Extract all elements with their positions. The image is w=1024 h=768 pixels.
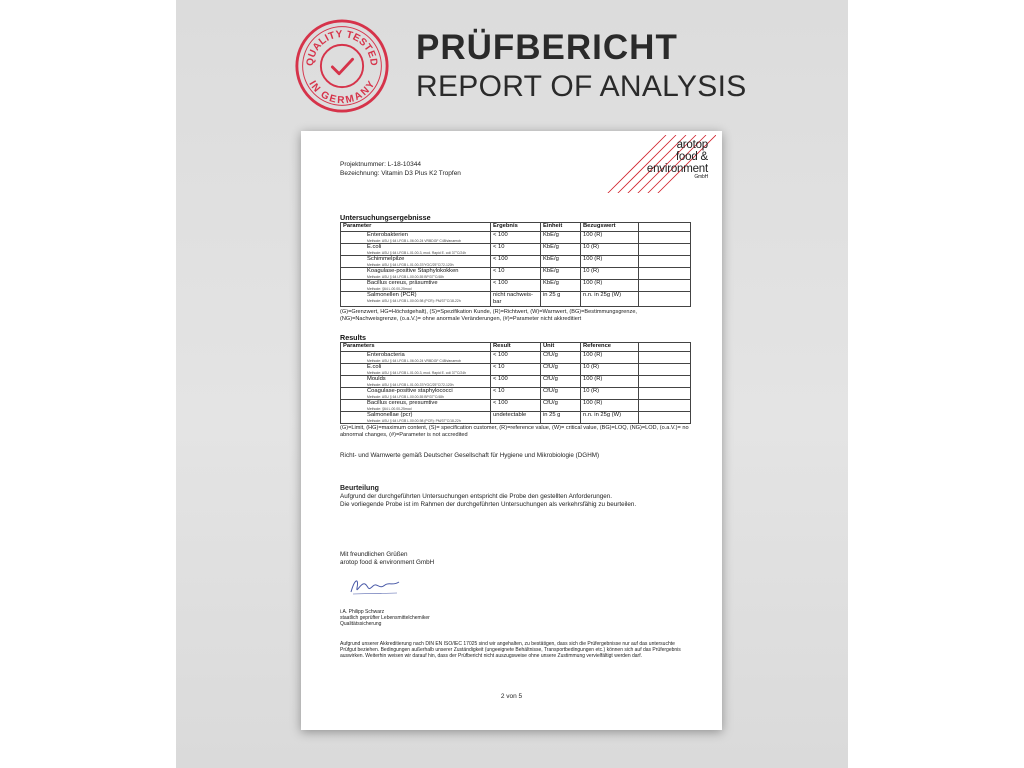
parameter-name: Enterobacteria (367, 352, 405, 358)
table-row (341, 292, 691, 307)
german-results-title: Untersuchungsergebnisse (340, 213, 431, 222)
parameter-name: Enterobakterien (367, 232, 408, 238)
table-row (341, 388, 691, 400)
cell-unit: CfU/g (541, 400, 581, 412)
cell-unit: CfU/g (541, 352, 581, 364)
cell-reference: 100 (R) (581, 400, 639, 412)
assessment-line-2: Die vorliegende Probe ist im Rahmen der durchgeführten Untersuchungen als verkehrsfähig zu beurteilen. (340, 501, 637, 508)
cell-unit: CfU/g (541, 388, 581, 400)
parameter-name: Bacillus cereus, präsumtive (367, 280, 438, 286)
logo-line-4: GmbH (694, 174, 708, 180)
table-row (341, 352, 691, 364)
cell-result: < 10 (491, 244, 541, 256)
cell-unit: CfU/g (541, 364, 581, 376)
table-row (341, 364, 691, 376)
cell-result: < 10 (491, 268, 541, 280)
parameter-name: Bacillus cereus, presumtive (367, 400, 438, 406)
logo-line-3: environment (646, 163, 708, 175)
closing-greeting: Mit freundlichen Grüßen (340, 551, 408, 558)
parameter-method: Methode: ASU § 64 LFGB L.01.00-3, mod. Rapid E. coli 37°C/24h (367, 371, 466, 375)
logo-line-2: food & (675, 151, 708, 163)
cell-parameter (341, 232, 491, 244)
col-header (639, 223, 691, 232)
cell-result: < 100 (491, 256, 541, 268)
svg-text:QUALITY TESTED: QUALITY TESTED (304, 29, 379, 67)
cell-parameter (341, 388, 491, 400)
table-row (341, 400, 691, 412)
parameter-method: Methode: ASU § 64 LFGB L.01.00-37/YGC/25°C/72-120h (367, 263, 454, 267)
cell-result: < 100 (491, 376, 541, 388)
signatory-dept: Qualitätssicherung (340, 621, 382, 627)
cell-unit: KbE/g (541, 232, 581, 244)
cell-parameter (341, 256, 491, 268)
table-row (341, 412, 691, 424)
cell-parameter (341, 400, 491, 412)
cell-empty (639, 232, 691, 244)
parameter-name: Moulds (367, 376, 386, 382)
col-header: Unit (541, 343, 581, 352)
parameter-method: Methode: §64 L.00.00-25mod (367, 287, 412, 291)
quality-tested-seal (294, 18, 390, 114)
col-header (639, 343, 691, 352)
project-info (340, 161, 461, 178)
cell-unit: KbE/g (541, 256, 581, 268)
parameter-name: E.coli (367, 364, 382, 370)
english-legend-note: (G)=Limit, (HG)=maximum content, (S)= specification customer, (R)=reference value, (W)= critical value, (BG)=LOQ, (NG)=LOD, (o.a.V.)= no abnormal changes, (#)=Parameter is not accredited (340, 425, 689, 438)
cell-empty (639, 352, 691, 364)
table-row (341, 232, 691, 244)
logo-text (647, 139, 708, 180)
cell-empty (639, 400, 691, 412)
table-row (341, 376, 691, 388)
svg-text:IN GERMANY: IN GERMANY (306, 79, 378, 107)
col-header: Reference (581, 343, 639, 352)
dghm-note: Richt- und Warnwerte gemäß Deutscher Gesellschaft für Hygiene und Mikrobiologie (DGHM) (340, 452, 600, 459)
table-row (341, 256, 691, 268)
german-results-table (340, 222, 691, 307)
table-row (341, 280, 691, 292)
cell-result: < 100 (491, 400, 541, 412)
table-header-row (341, 223, 691, 232)
cell-reference: n.n. in 25g (W) (581, 412, 639, 424)
cell-reference: 10 (R) (581, 244, 639, 256)
report-page (301, 131, 722, 730)
col-header: Bezugswert (581, 223, 639, 232)
assessment-title: Beurteilung (340, 485, 379, 492)
arotop-logo (566, 135, 716, 193)
cell-empty (639, 280, 691, 292)
cell-result: < 100 (491, 352, 541, 364)
parameter-method: Methode: ASU § 64 LFGB L.06.00-24 VRBDGF C48h/anaerob (367, 359, 461, 363)
page-number: 2 von 5 (500, 693, 523, 700)
cell-result: < 10 (491, 364, 541, 376)
parameter-name: Koagulase-positive Staphylokokken (367, 268, 459, 274)
signatory-name: i.A. Philipp Schwarz (340, 609, 385, 615)
parameter-method: Methode: ASU § 64 LFGB L.06.00-24 VRBDGF C48h/anaerob (367, 239, 461, 243)
col-header: Parameters (341, 343, 491, 352)
col-header: Result (491, 343, 541, 352)
cell-unit: KbE/g (541, 244, 581, 256)
parameter-method: Methode: §64 L.00.00-25mod (367, 407, 412, 411)
closing-company: arotop food & environment GmbH (340, 559, 435, 566)
cell-reference: 100 (R) (581, 352, 639, 364)
assessment-line-1: Aufgrund der durchgeführten Untersuchungen entspricht die Probe den gestellten Anforderungen. (340, 493, 613, 500)
cell-parameter (341, 376, 491, 388)
cell-reference: 100 (R) (581, 376, 639, 388)
cell-empty (639, 268, 691, 280)
parameter-name: Schimmelpilze (367, 256, 405, 262)
cell-unit: CfU/g (541, 376, 581, 388)
page-title: PRÜFBERICHT (416, 28, 678, 67)
table-row (341, 244, 691, 256)
cell-empty (639, 244, 691, 256)
col-header: Ergebnis (491, 223, 541, 232)
cell-empty (639, 388, 691, 400)
cell-unit: KbE/g (541, 280, 581, 292)
col-header: Einheit (541, 223, 581, 232)
col-header: Parameter (341, 223, 491, 232)
cell-reference: 100 (R) (581, 280, 639, 292)
cell-empty (639, 364, 691, 376)
cell-unit: in 25 g (541, 412, 581, 424)
english-results-table (340, 342, 691, 424)
cell-parameter (341, 364, 491, 376)
table-header-row (341, 343, 691, 352)
cell-reference: 10 (R) (581, 364, 639, 376)
parameter-method: Methode: ASU § 64 LFGB L.00.00-55 BP/37°C/48h (367, 395, 444, 399)
cell-parameter (341, 268, 491, 280)
parameter-method: Methode: ASU § 64 LFGB L.01.00-37/YGC/25°C/72-120h (367, 383, 454, 387)
parameter-name: Salmonellen (PCR) (367, 292, 417, 298)
page-subtitle: REPORT OF ANALYSIS (416, 70, 747, 103)
logo-line-1: arotop (676, 139, 708, 151)
cell-reference: 10 (R) (581, 388, 639, 400)
parameter-method: Methode: ASU § 64 LFGB L.01.00-3, mod. Rapid E. coli 37°C/24h (367, 251, 466, 255)
cell-parameter (341, 412, 491, 424)
german-legend-note: (G)=Grenzwert, HG=Höchstgehalt), (S)=Spezifikation Kunde, (R)=Richtwert, (W)=Warnwert, (BG)=Bestimmungsgrenze, (NG)=Nachweisgrenze, (o.a.V.)= ohne anormale Veränderungen, (#)=Parameter nicht akkreditiert (340, 309, 637, 322)
parameter-method: Methode: ASU § 64 LFGB L.00.00-98 (PCR): PM/37°C/18-22h (367, 299, 461, 303)
cell-reference: 100 (R) (581, 256, 639, 268)
cell-empty (639, 292, 691, 307)
cell-empty (639, 412, 691, 424)
accreditation-disclaimer: Aufgrund unserer Akkreditierung nach DIN EN ISO/IEC 17025 sind wir angehalten, zu bestätigen, dass sich die Prüfergebnisse nur auf das untersuchte Prüfgut beziehen. Bedingungen außerhalb unserer Zuständigkeit (ungeeignete Behältnisse, Transportbedingungen etc.) können sich auf das Prüfergebnis auswirken. Weiterhin weisen wir darauf hin, dass der Prüfbericht nicht auszugsweise ohne unsere Zustimmung vervielfältigt werden darf. (340, 641, 681, 659)
parameter-method: Methode: ASU § 64 LFGB L.00.00-98 (PCR): PM/37°C/18-22h (367, 419, 461, 423)
cell-reference: 100 (R) (581, 232, 639, 244)
cell-parameter (341, 352, 491, 364)
parameter-name: Salmonellae (pcr) (367, 412, 413, 418)
cell-unit: KbE/g (541, 268, 581, 280)
table-row (341, 268, 691, 280)
cell-reference: 10 (R) (581, 268, 639, 280)
parameter-name: Coagulase-positive staphylococci (367, 388, 453, 394)
parameter-name: E.coli (367, 244, 382, 250)
cell-parameter (341, 292, 491, 307)
english-results-title: Results (340, 333, 366, 342)
cell-result: < 10 (491, 388, 541, 400)
parameter-method: Methode: ASU § 64 LFGB L.00.00-55 BP/37°C/48h (367, 275, 444, 279)
project-designation: Bezeichnung: Vitamin D3 Plus K2 Tropfen (340, 169, 461, 177)
cell-empty (639, 376, 691, 388)
signature-icon (347, 574, 403, 598)
cell-result: < 100 (491, 232, 541, 244)
cell-reference: n.n. in 25g (W) (581, 292, 639, 307)
project-number: Projektnummer: L-18-10344 (340, 161, 421, 168)
cell-parameter (341, 280, 491, 292)
cell-empty (639, 256, 691, 268)
cell-result: < 100 (491, 280, 541, 292)
cell-parameter (341, 244, 491, 256)
cell-result: undetectable (491, 412, 541, 424)
cell-result: nicht nachweis-bar (491, 292, 541, 307)
signatory-role: staatlich geprüfter Lebensmittelchemiker (340, 615, 430, 621)
cell-unit: in 25 g (541, 292, 581, 307)
